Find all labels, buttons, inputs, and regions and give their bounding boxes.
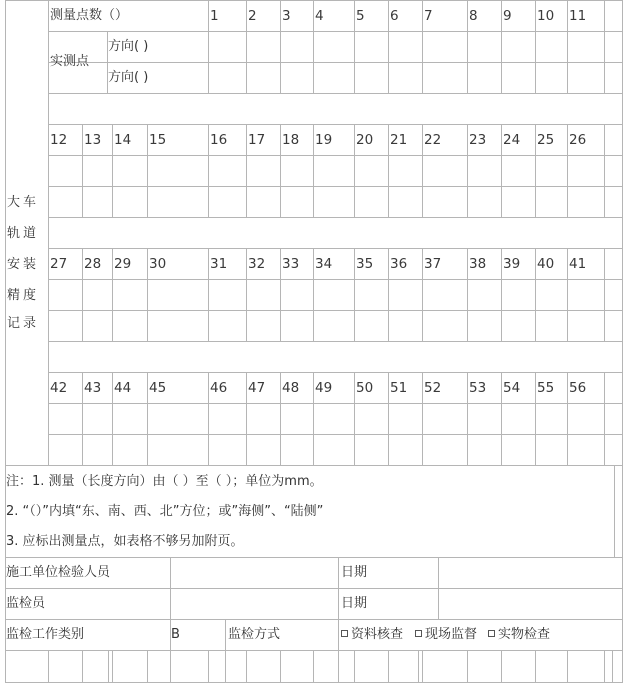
grid-line — [82, 248, 83, 342]
date-label-2: 日期 — [341, 596, 368, 611]
point-number-cell: 37 — [424, 256, 442, 272]
point-number-cell: 39 — [503, 256, 521, 272]
grid-line — [170, 650, 171, 683]
grid-line — [246, 650, 247, 683]
inspector-unit-label: 施工单位检验人员 — [6, 565, 111, 580]
point-number-cell: 47 — [248, 380, 266, 396]
point-number-cell: 10 — [537, 8, 555, 24]
point-number-cell: 51 — [390, 380, 408, 396]
grid-line — [48, 31, 623, 32]
point-number-cell: 19 — [315, 132, 333, 148]
grid-line — [147, 372, 148, 466]
grid-line — [604, 650, 605, 683]
grid-line — [422, 248, 423, 342]
point-number-cell: 6 — [390, 8, 399, 24]
measured-points-label: 实测点 — [50, 54, 90, 69]
point-number-cell: 17 — [248, 132, 266, 148]
grid-line — [48, 403, 623, 404]
point-number-cell: 22 — [424, 132, 442, 148]
grid-line — [422, 0, 423, 94]
point-number-cell: 46 — [210, 380, 228, 396]
point-number-cell: 38 — [469, 256, 487, 272]
grid-line — [208, 372, 209, 466]
grid-line — [535, 372, 536, 466]
grid-line — [48, 0, 49, 466]
note-line-1: 注：1. 测量（长度方向）由（ ）至（ ）；单位为mm。 — [6, 474, 323, 489]
grid-line — [108, 650, 109, 683]
grid-line — [354, 650, 355, 683]
method-option-physical-inspection[interactable]: 实物检查 — [488, 625, 550, 645]
grid-line — [112, 124, 113, 218]
point-number-cell: 13 — [84, 132, 102, 148]
grid-line — [354, 248, 355, 342]
grid-line — [48, 341, 623, 342]
grid-line — [354, 124, 355, 218]
grid-line — [208, 124, 209, 218]
point-number-cell: 28 — [84, 256, 102, 272]
grid-line — [147, 248, 148, 342]
grid-line — [48, 650, 49, 683]
grid-line — [147, 124, 148, 218]
section-label-line-2: 轨道 — [7, 226, 40, 241]
grid-line — [5, 557, 623, 558]
section-label-line-5: 记录 — [7, 316, 40, 331]
point-number-cell: 44 — [114, 380, 132, 396]
point-number-cell: 4 — [315, 8, 324, 24]
note-line-3: 3. 应标出测量点，如表格不够另加附页。 — [6, 534, 244, 549]
grid-line — [604, 248, 605, 342]
note-line-2: 2. “（）”内填“东、南、西、北”方位；或”海侧”、“陆侧” — [6, 504, 324, 519]
grid-line — [467, 0, 468, 94]
grid-line — [48, 155, 623, 156]
point-number-cell: 36 — [390, 256, 408, 272]
section-label-line-1: 大车 — [7, 195, 40, 210]
grid-line — [438, 557, 439, 620]
grid-line — [501, 650, 502, 683]
grid-line — [280, 372, 281, 466]
grid-line — [614, 465, 615, 558]
grid-line — [48, 372, 623, 373]
grid-line — [5, 682, 623, 683]
point-number-cell: 30 — [149, 256, 167, 272]
grid-line — [5, 619, 623, 620]
grid-line — [48, 62, 623, 63]
grid-line — [313, 0, 314, 94]
point-number-cell: 29 — [114, 256, 132, 272]
grid-line — [354, 372, 355, 466]
section-label-line-4: 精度 — [7, 288, 40, 303]
grid-line — [48, 93, 623, 94]
point-number-cell: 16 — [210, 132, 228, 148]
grid-line — [467, 372, 468, 466]
point-number-cell: 18 — [282, 132, 300, 148]
grid-line — [82, 372, 83, 466]
grid-line — [112, 372, 113, 466]
point-number-cell: 49 — [315, 380, 333, 396]
work-category-label: 监检工作类别 — [6, 627, 85, 642]
point-number-cell: 20 — [356, 132, 374, 148]
point-number-cell: 40 — [537, 256, 555, 272]
point-number-cell: 1 — [210, 8, 219, 24]
date-label-1: 日期 — [341, 565, 368, 580]
grid-line — [313, 650, 314, 683]
grid-line — [246, 372, 247, 466]
grid-line — [48, 186, 623, 187]
grid-line — [388, 248, 389, 342]
grid-line — [388, 0, 389, 94]
grid-line — [280, 248, 281, 342]
grid-line — [535, 248, 536, 342]
point-number-cell: 54 — [503, 380, 521, 396]
point-number-cell: 53 — [469, 380, 487, 396]
point-number-cell: 32 — [248, 256, 266, 272]
work-category-value: B — [171, 627, 180, 642]
point-number-cell: 21 — [390, 132, 408, 148]
grid-line — [147, 650, 148, 683]
grid-line — [422, 124, 423, 218]
point-number-cell: 24 — [503, 132, 521, 148]
point-number-cell: 9 — [503, 8, 512, 24]
point-number-cell: 14 — [114, 132, 132, 148]
point-number-cell: 55 — [537, 380, 555, 396]
grid-line — [225, 619, 226, 651]
grid-line — [567, 0, 568, 94]
method-label: 监检方式 — [228, 627, 281, 642]
grid-line — [501, 0, 502, 94]
grid-line — [535, 0, 536, 94]
point-number-cell: 26 — [569, 132, 587, 148]
grid-line — [338, 557, 339, 651]
grid-line — [48, 124, 623, 125]
grid-line — [48, 279, 623, 280]
grid-line — [567, 372, 568, 466]
grid-line — [567, 124, 568, 218]
grid-line — [604, 124, 605, 218]
grid-line — [388, 650, 389, 683]
point-number-cell: 43 — [84, 380, 102, 396]
grid-line — [535, 650, 536, 683]
checkbox-icon — [341, 630, 348, 637]
point-number-cell: 2 — [248, 8, 257, 24]
grid-line — [467, 124, 468, 218]
checkbox-icon — [488, 630, 495, 637]
grid-line — [5, 0, 623, 1]
grid-line — [208, 248, 209, 342]
grid-line — [225, 650, 226, 683]
grid-line — [612, 650, 613, 683]
point-number-cell: 5 — [356, 8, 365, 24]
grid-line — [501, 124, 502, 218]
point-number-cell: 34 — [315, 256, 333, 272]
grid-line — [208, 650, 209, 683]
grid-line — [246, 248, 247, 342]
point-number-cell: 25 — [537, 132, 555, 148]
grid-line — [418, 650, 419, 683]
point-number-cell: 27 — [50, 256, 68, 272]
grid-line — [467, 248, 468, 342]
grid-line — [501, 372, 502, 466]
grid-line — [48, 434, 623, 435]
point-number-cell: 8 — [469, 8, 478, 24]
point-number-cell: 48 — [282, 380, 300, 396]
grid-line — [48, 217, 623, 218]
section-label-line-3: 安装 — [7, 257, 40, 272]
checkbox-icon — [415, 630, 422, 637]
grid-line — [422, 372, 423, 466]
points-count-label: 测量点数（） — [50, 8, 129, 23]
grid-line — [5, 465, 623, 466]
grid-line — [422, 650, 423, 683]
grid-line — [246, 0, 247, 94]
grid-line — [567, 248, 568, 342]
grid-line — [388, 372, 389, 466]
grid-line — [82, 124, 83, 218]
grid-line — [246, 124, 247, 218]
point-number-cell: 12 — [50, 132, 68, 148]
grid-line — [208, 0, 209, 94]
point-number-cell: 33 — [282, 256, 300, 272]
supervisor-label: 监检员 — [6, 596, 46, 611]
point-number-cell: 11 — [569, 8, 587, 24]
grid-line — [604, 0, 605, 94]
method-option-site-supervision[interactable]: 现场监督 — [415, 625, 477, 645]
grid-line — [5, 650, 623, 651]
grid-line — [280, 0, 281, 94]
grid-line — [48, 310, 623, 311]
direction-label-2: 方向( ) — [108, 70, 149, 85]
grid-line — [112, 248, 113, 342]
point-number-cell: 41 — [569, 256, 587, 272]
grid-line — [567, 650, 568, 683]
method-option-records-check[interactable]: 资料核查 — [341, 625, 403, 645]
grid-line — [48, 248, 623, 249]
point-number-cell: 56 — [569, 380, 587, 396]
grid-line — [313, 248, 314, 342]
point-number-cell: 35 — [356, 256, 374, 272]
point-number-cell: 45 — [149, 380, 167, 396]
grid-line — [467, 650, 468, 683]
grid-line — [280, 124, 281, 218]
grid-line — [501, 248, 502, 342]
point-number-cell: 52 — [424, 380, 442, 396]
direction-label-1: 方向( ) — [108, 39, 149, 54]
grid-line — [354, 0, 355, 94]
point-number-cell: 50 — [356, 380, 374, 396]
grid-line — [535, 124, 536, 218]
grid-line — [604, 372, 605, 466]
point-number-cell: 3 — [282, 8, 291, 24]
grid-line — [280, 650, 281, 683]
grid-line — [313, 124, 314, 218]
grid-line — [313, 372, 314, 466]
grid-line — [112, 650, 113, 683]
grid-line — [5, 588, 623, 589]
point-number-cell: 15 — [149, 132, 167, 148]
grid-line — [338, 650, 339, 683]
point-number-cell: 7 — [424, 8, 433, 24]
grid-line — [82, 650, 83, 683]
point-number-cell: 42 — [50, 380, 68, 396]
grid-line — [388, 124, 389, 218]
point-number-cell: 31 — [210, 256, 228, 272]
point-number-cell: 23 — [469, 132, 487, 148]
